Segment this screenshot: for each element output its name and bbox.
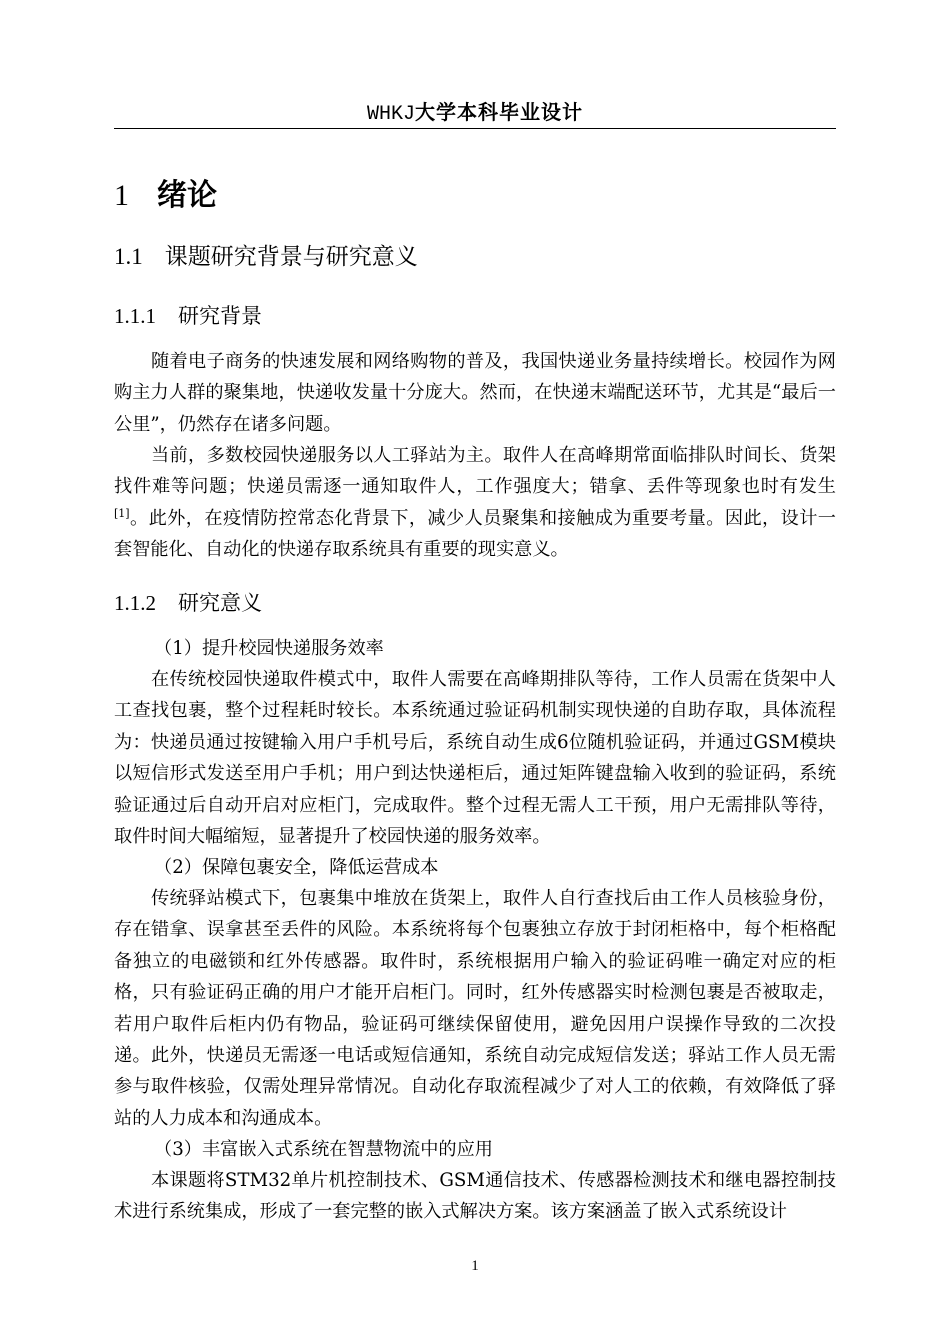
subsection-number-1: 1.1.1 [114,304,156,328]
list-item-1: （1）提升校园快递服务效率 [154,638,384,659]
page-number: 1 [471,1258,479,1274]
list-item-2: （2）保障包裹安全，降低运营成本 [154,857,439,878]
section-title: 课题研究背景与研究意义 [164,244,418,270]
header-right: 大学本科毕业设计 [415,100,583,124]
subsection-number-2: 1.1.2 [114,591,156,615]
paragraph-background-1: 随着电子商务的快速发展和网络购物的普及，我国快递业务量持续增长。校园作为网购主力人群的聚集地，快递收发量十分庞大。然而，在快递末端配送环节，尤其是“最后一公里”，仍然存在诸多问题。 [114,351,836,435]
header-left: WHKJ [366,103,415,126]
chapter-number: 1 [114,179,129,212]
paragraph-background-2 [114,440,836,566]
section-number: 1.1 [114,244,143,269]
list-item-3: （3）丰富嵌入式系统在智慧物流中的应用 [154,1139,493,1160]
paragraph-significance-1: 在传统校园快递取件模式中，取件人需要在高峰期排队等待，工作人员需在货架中人工查找包裹，整个过程耗时较长。本系统通过验证码机制实现快递的自助存取，具体流程为：快递员通过按键输入用户手机号后，系统自动生成6位随机验证码，并通过GSM模块以短信形式发送至用户手机；用户到达快递柜后，通过矩阵键盘输入收到的验证码，系统验证通过后自动开启对应柜门，完成取件。整个过程无需人工干预，用户无需排队等待，取件时间大幅缩短，显著提升了校园快递的服务效率。 [114,669,836,848]
subsection-heading-1 [114,300,262,330]
paragraph-background-2-text: 当前，多数校园快递服务以人工驿站为主。取件人在高峰期常面临排队时间长、货架找件难等问题；快递员需逐一通知取件人，工作强度大；错拿、丢件等现象也时有发生 [114,445,836,498]
paragraph-significance-3: 本课题将STM32单片机控制技术、GSM通信技术、传感器检测技术和继电器控制技术进行系统集成，形成了一套完整的嵌入式解决方案。该方案涵盖了嵌入式系统设计 [114,1170,836,1223]
chapter-heading [114,170,217,214]
citation-ref: [1] [114,506,130,520]
chapter-title: 绪论 [157,178,217,213]
paragraph-background-2-text-cont: 。此外，在疫情防控常态化背景下，减少人员聚集和接触成为重要考量。因此，设计一套智能化、自动化的快递存取系统具有重要的现实意义。 [114,507,836,561]
running-header [114,96,836,126]
subsection-heading-2 [114,587,262,617]
subsection-title-2: 研究意义 [178,591,262,615]
subsection-title-1: 研究背景 [178,304,262,328]
section-heading [114,238,418,271]
paragraph-significance-2: 传统驿站模式下，包裹集中堆放在货架上，取件人自行查找后由工作人员核验身份，存在错拿、误拿甚至丢件的风险。本系统将每个包裹独立存放于封闭柜格中，每个柜格配备独立的电磁锁和红外传感器。取件时，系统根据用户输入的验证码唯一确定对应的柜格，只有验证码正确的用户才能开启柜门。同时，红外传感器实时检测包裹是否被取走，若用户取件后柜内仍有物品，验证码可继续保留使用，避免因用户误操作导致的二次投递。此外，快递员无需逐一电话或短信通知，系统自动完成短信发送；驿站工作人员无需参与取件核验，仅需处理异常情况。自动化存取流程减少了对人工的依赖，有效降低了驿站的人力成本和沟通成本。 [114,888,836,1129]
header-rule [114,128,836,129]
